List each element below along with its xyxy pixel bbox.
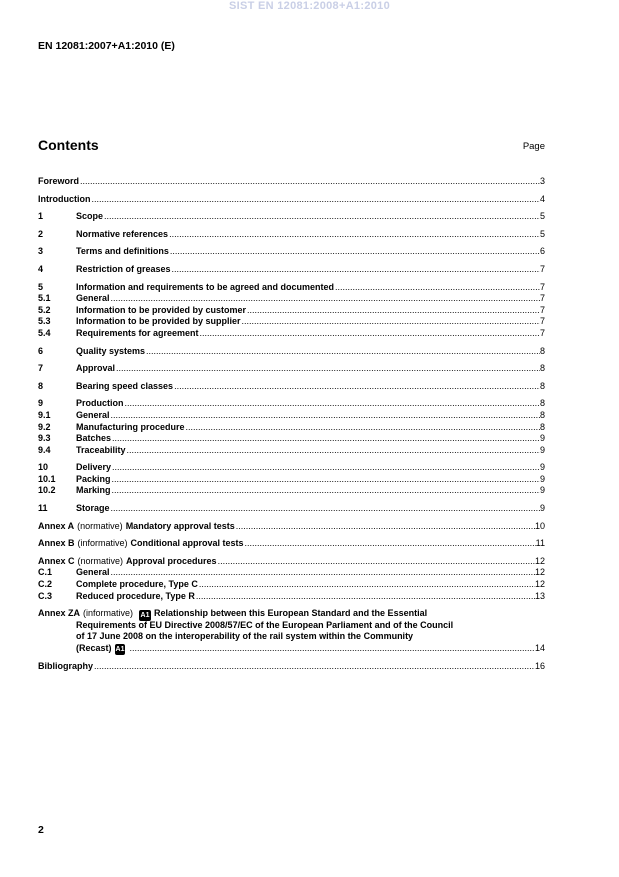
toc-entry-bearing-speed[interactable]: 8 Bearing speed classes ..... 8: [38, 381, 545, 393]
toc-entry-5-2[interactable]: 5.2 Information to be provided by customer ..... 7: [38, 305, 545, 317]
toc-entry-5-4[interactable]: 5.4 Requirements for agreement ..... 7: [38, 328, 545, 340]
toc-entry-terms[interactable]: 3 Terms and definitions ..... 6: [38, 246, 545, 258]
toc-entry-storage[interactable]: 11 Storage ..... 9: [38, 503, 545, 515]
page-column-label: Page: [522, 141, 545, 152]
toc-entry-annex-c[interactable]: Annex C (normative) Approval procedures ..... 12: [38, 556, 545, 568]
toc-entry-5-1[interactable]: 5.1 General ..... 7: [38, 293, 545, 305]
toc-entry-production[interactable]: 9 Production ..... 8: [38, 398, 545, 410]
toc-entry-9-1[interactable]: 9.1 General ..... 8: [38, 410, 545, 422]
toc-entry-delivery[interactable]: 10 Delivery ..... 9: [38, 462, 545, 474]
toc-entry-information-requirements[interactable]: 5 Information and requirements to be agreed and documented ..... 7: [38, 282, 545, 294]
toc-entry-introduction[interactable]: Introduction ..... 4: [38, 194, 545, 206]
watermark: SIST EN 12081:2008+A1:2010: [229, 0, 390, 12]
amendment-start-icon: A1: [140, 612, 150, 620]
toc-entry-normative-references[interactable]: 2 Normative references ..... 5: [38, 229, 545, 241]
toc-entry-restriction[interactable]: 4 Restriction of greases ..... 7: [38, 264, 545, 276]
toc-entry-5-3[interactable]: 5.3 Information to be provided by supplier ..... 7: [38, 316, 545, 328]
toc-entry-quality-systems[interactable]: 6 Quality systems ..... 8: [38, 346, 545, 358]
page-number: 2: [38, 824, 44, 836]
toc-entry-bibliography[interactable]: Bibliography ..... 16: [38, 661, 545, 673]
toc-entry-scope[interactable]: 1 Scope ..... 5: [38, 211, 545, 223]
toc-entry-c-1[interactable]: C.1 General ..... 12: [38, 567, 545, 579]
toc-entry-10-1[interactable]: 10.1 Packing ..... 9: [38, 474, 545, 486]
toc-entry-9-2[interactable]: 9.2 Manufacturing procedure ..... 8: [38, 422, 545, 434]
toc-entry-c-3[interactable]: C.3 Reduced procedure, Type R ..... 13: [38, 591, 545, 603]
toc-entry-10-2[interactable]: 10.2 Marking ..... 9: [38, 485, 545, 497]
document-id: EN 12081:2007+A1:2010 (E): [38, 40, 175, 52]
toc-entry-approval[interactable]: 7 Approval ..... 8: [38, 363, 545, 375]
toc-entry-annex-a[interactable]: Annex A (normative) Mandatory approval tests ..... 10: [38, 521, 545, 533]
toc-entry-annex-za[interactable]: Annex ZA (informative) A1 Relationship between this European Standard and the Essential Requirements of EU Directive 2008/57/EC of the European Parliament and of the Council of 17 June 2008 on the interoperability of the rail system within the Community (Recast) A1 ..... 14: [38, 608, 545, 654]
page-title: Contents: [38, 137, 99, 153]
toc-entry-foreword[interactable]: Foreword ..... 3: [38, 176, 545, 188]
toc-entry-annex-b[interactable]: Annex B (informative) Conditional approval tests ..... 11: [38, 538, 545, 550]
toc-entry-c-2[interactable]: C.2 Complete procedure, Type C ..... 12: [38, 579, 545, 591]
table-of-contents: [38, 176, 545, 678]
amendment-end-icon: A1: [115, 646, 125, 653]
toc-entry-9-3[interactable]: 9.3 Batches ..... 9: [38, 433, 545, 445]
toc-entry-9-4[interactable]: 9.4 Traceability ..... 9: [38, 445, 545, 457]
